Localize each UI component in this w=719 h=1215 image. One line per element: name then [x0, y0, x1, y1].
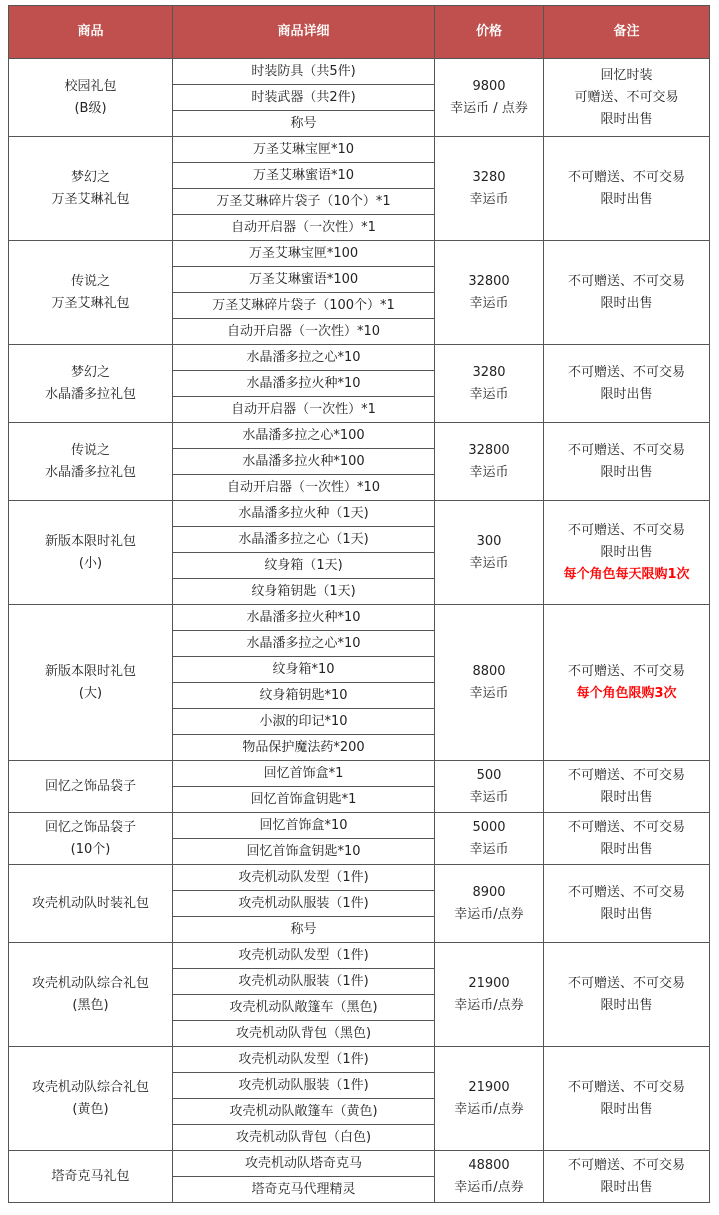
table-row — [9, 605, 710, 631]
notes-cell — [544, 1047, 710, 1151]
note-line: 限时出售 — [600, 295, 653, 311]
item-detail-cell: 物品保护魔法药*200 — [173, 735, 435, 761]
note-line: 限时出售 — [600, 544, 653, 560]
notes-cell — [544, 1151, 710, 1203]
note-line: 不可赠送、不可交易 — [567, 364, 685, 380]
note-line: 限时出售 — [600, 111, 653, 127]
notes-cell — [544, 943, 710, 1047]
item-name-line: 梦幻之 — [70, 364, 110, 380]
item-name-cell — [9, 1047, 173, 1151]
price-cell — [435, 761, 544, 813]
item-detail-cell: 回忆首饰盒钥匙*1 — [173, 787, 435, 813]
item-detail-cell: 塔奇克马代理精灵 — [173, 1177, 435, 1203]
price-currency: 幸运币 — [469, 685, 509, 701]
note-line: 不可赠送、不可交易 — [567, 663, 685, 679]
item-detail-cell: 水晶潘多拉之心*10 — [173, 631, 435, 657]
price-currency: 幸运币/点券 — [454, 997, 524, 1013]
table-row — [9, 761, 710, 787]
item-detail-cell: 攻壳机动队发型（1件) — [173, 865, 435, 891]
price-cell — [435, 943, 544, 1047]
note-line: 不可赠送、不可交易 — [567, 442, 685, 458]
notes-cell — [544, 761, 710, 813]
item-detail-cell: 攻壳机动队服装（1件) — [173, 969, 435, 995]
price-currency: 幸运币 — [469, 464, 509, 480]
item-detail-cell: 水晶潘多拉火种*100 — [173, 449, 435, 475]
item-name-cell — [9, 865, 173, 943]
note-line: 不可赠送、不可交易 — [567, 522, 685, 538]
item-name-line: 万圣艾琳礼包 — [51, 295, 130, 311]
item-detail-cell: 水晶潘多拉之心*10 — [173, 345, 435, 371]
purchase-limit-note: 每个角色限购3次 — [576, 685, 677, 701]
notes-cell — [544, 241, 710, 345]
price-currency: 幸运币 / 点券 — [450, 100, 528, 116]
item-detail-cell: 万圣艾琳蜜语*10 — [173, 163, 435, 189]
item-detail-cell: 攻壳机动队背包（黑色) — [173, 1021, 435, 1047]
note-line: 限时出售 — [600, 789, 653, 805]
note-line: 不可赠送、不可交易 — [567, 819, 685, 835]
price-amount: 32800 — [468, 442, 510, 458]
item-detail-cell: 攻壳机动队服装（1件) — [173, 1073, 435, 1099]
item-detail-cell: 自动开启器（一次性）*1 — [173, 397, 435, 423]
note-line: 不可赠送、不可交易 — [567, 884, 685, 900]
item-name-line: (黑色) — [72, 997, 109, 1013]
price-amount: 3280 — [472, 169, 506, 185]
item-name-line: 回忆之饰品袋子 — [44, 778, 136, 794]
item-name-cell — [9, 345, 173, 423]
item-detail-cell: 水晶潘多拉火种（1天) — [173, 501, 435, 527]
price-currency: 幸运币/点券 — [454, 1101, 524, 1117]
price-currency: 幸运币 — [469, 295, 509, 311]
item-name-line: 攻壳机动队综合礼包 — [31, 1079, 149, 1095]
item-name-line: 新版本限时礼包 — [44, 533, 136, 549]
note-line: 不可赠送、不可交易 — [567, 1079, 685, 1095]
notes-cell — [544, 605, 710, 761]
table-row — [9, 241, 710, 267]
item-name-line: 回忆之饰品袋子 — [44, 819, 136, 835]
note-line: 不可赠送、不可交易 — [567, 273, 685, 289]
table-row — [9, 865, 710, 891]
table-header-row — [9, 6, 710, 59]
item-detail-cell: 自动开启器（一次性）*10 — [173, 319, 435, 345]
item-name-line: 万圣艾琳礼包 — [51, 191, 130, 207]
price-amount: 9800 — [472, 78, 506, 94]
item-name-line: 梦幻之 — [70, 169, 110, 185]
price-amount: 500 — [476, 767, 502, 783]
price-amount: 32800 — [468, 273, 510, 289]
item-detail-cell: 纹身箱钥匙*10 — [173, 683, 435, 709]
item-name-cell — [9, 813, 173, 865]
item-detail-cell: 自动开启器（一次性）*10 — [173, 475, 435, 501]
item-name-line: 校园礼包 — [64, 78, 117, 94]
item-detail-cell: 攻壳机动队发型（1件) — [173, 1047, 435, 1073]
item-name-line: 攻壳机动队时装礼包 — [31, 895, 149, 911]
item-detail-cell: 纹身箱钥匙（1天) — [173, 579, 435, 605]
item-name-cell — [9, 59, 173, 137]
item-detail-cell: 水晶潘多拉之心*100 — [173, 423, 435, 449]
table-row — [9, 423, 710, 449]
price-cell — [435, 865, 544, 943]
item-detail-cell: 称号 — [173, 917, 435, 943]
item-name-cell — [9, 137, 173, 241]
item-name-line: (大) — [78, 685, 103, 701]
notes-cell — [544, 501, 710, 605]
price-amount: 5000 — [472, 819, 506, 835]
price-cell — [435, 137, 544, 241]
header-item: 商品 — [9, 6, 173, 59]
item-detail-cell: 回忆首饰盒钥匙*10 — [173, 839, 435, 865]
header-price: 价格 — [435, 6, 544, 59]
item-detail-cell: 万圣艾琳碎片袋子（10个）*1 — [173, 189, 435, 215]
item-detail-cell: 攻壳机动队发型（1件) — [173, 943, 435, 969]
item-detail-cell: 水晶潘多拉火种*10 — [173, 605, 435, 631]
item-name-line: 水晶潘多拉礼包 — [44, 386, 136, 402]
price-cell — [435, 345, 544, 423]
notes-cell — [544, 423, 710, 501]
item-detail-cell: 水晶潘多拉之心（1天) — [173, 527, 435, 553]
item-name-line: (黄色) — [72, 1101, 109, 1117]
price-cell — [435, 241, 544, 345]
notes-cell — [544, 59, 710, 137]
note-line: 限时出售 — [600, 841, 653, 857]
item-detail-cell: 回忆首饰盒*1 — [173, 761, 435, 787]
item-detail-cell: 小淑的印记*10 — [173, 709, 435, 735]
table-row — [9, 345, 710, 371]
item-detail-cell: 回忆首饰盒*10 — [173, 813, 435, 839]
price-currency: 幸运币/点券 — [454, 906, 524, 922]
note-line: 不可赠送、不可交易 — [567, 767, 685, 783]
item-name-line: (小) — [78, 555, 103, 571]
table-row — [9, 1151, 710, 1177]
item-detail-cell: 攻壳机动队服装（1件) — [173, 891, 435, 917]
item-detail-cell: 称号 — [173, 111, 435, 137]
note-line: 限时出售 — [600, 1101, 653, 1117]
price-cell — [435, 1151, 544, 1203]
price-currency: 幸运币 — [469, 555, 509, 571]
price-currency: 幸运币 — [469, 789, 509, 805]
item-name-cell — [9, 605, 173, 761]
table-row — [9, 1047, 710, 1073]
note-line: 回忆时装 — [600, 67, 653, 83]
note-line: 限时出售 — [600, 386, 653, 402]
item-name-line: (10个) — [70, 841, 111, 857]
price-cell — [435, 1047, 544, 1151]
price-currency: 幸运币 — [469, 841, 509, 857]
note-line: 限时出售 — [600, 191, 653, 207]
note-line: 限时出售 — [600, 464, 653, 480]
item-name-line: 新版本限时礼包 — [44, 663, 136, 679]
price-amount: 3280 — [472, 364, 506, 380]
price-cell — [435, 501, 544, 605]
notes-cell — [544, 345, 710, 423]
item-name-line: 传说之 — [70, 442, 110, 458]
price-cell — [435, 813, 544, 865]
price-currency: 幸运币 — [469, 191, 509, 207]
item-detail-cell: 水晶潘多拉火种*10 — [173, 371, 435, 397]
price-cell — [435, 59, 544, 137]
item-name-line: 塔奇克马礼包 — [51, 1168, 130, 1184]
price-amount: 8800 — [472, 663, 506, 679]
price-cell — [435, 423, 544, 501]
item-name-line: 攻壳机动队综合礼包 — [31, 975, 149, 991]
item-detail-cell: 攻壳机动队塔奇克马 — [173, 1151, 435, 1177]
note-line: 限时出售 — [600, 906, 653, 922]
price-amount: 21900 — [468, 975, 510, 991]
item-detail-cell: 自动开启器（一次性）*1 — [173, 215, 435, 241]
item-detail-cell: 纹身箱（1天) — [173, 553, 435, 579]
price-currency: 幸运币 — [469, 386, 509, 402]
item-name-line: 水晶潘多拉礼包 — [44, 464, 136, 480]
notes-cell — [544, 813, 710, 865]
item-name-cell — [9, 241, 173, 345]
table-row — [9, 137, 710, 163]
note-line: 不可赠送、不可交易 — [567, 975, 685, 991]
item-name-cell — [9, 423, 173, 501]
item-detail-cell: 万圣艾琳碎片袋子（100个）*1 — [173, 293, 435, 319]
item-name-cell — [9, 501, 173, 605]
item-detail-cell: 攻壳机动队敞篷车（黑色) — [173, 995, 435, 1021]
item-detail-cell: 万圣艾琳宝匣*100 — [173, 241, 435, 267]
item-detail-cell: 万圣艾琳宝匣*10 — [173, 137, 435, 163]
table-row — [9, 943, 710, 969]
item-detail-cell: 时装武器（共2件) — [173, 85, 435, 111]
price-amount: 8900 — [472, 884, 506, 900]
gift-pack-price-table — [8, 5, 710, 1203]
price-amount: 48800 — [468, 1157, 510, 1173]
note-line: 可赠送、不可交易 — [574, 89, 679, 105]
item-detail-cell: 攻壳机动队背包（白色) — [173, 1125, 435, 1151]
item-detail-cell: 纹身箱*10 — [173, 657, 435, 683]
notes-cell — [544, 865, 710, 943]
item-name-cell — [9, 943, 173, 1047]
header-notes: 备注 — [544, 6, 710, 59]
item-name-cell — [9, 1151, 173, 1203]
table-row — [9, 813, 710, 839]
price-cell — [435, 605, 544, 761]
item-name-line: 传说之 — [70, 273, 110, 289]
item-name-cell — [9, 761, 173, 813]
note-line: 不可赠送、不可交易 — [567, 169, 685, 185]
note-line: 不可赠送、不可交易 — [567, 1157, 685, 1173]
price-table-container — [8, 5, 710, 1203]
item-detail-cell: 时装防具（共5件) — [173, 59, 435, 85]
table-row — [9, 59, 710, 85]
note-line: 限时出售 — [600, 997, 653, 1013]
price-amount: 21900 — [468, 1079, 510, 1095]
item-detail-cell: 攻壳机动队敞篷车（黄色) — [173, 1099, 435, 1125]
header-details: 商品详细 — [173, 6, 435, 59]
item-detail-cell: 万圣艾琳蜜语*100 — [173, 267, 435, 293]
purchase-limit-note: 每个角色每天限购1次 — [563, 566, 690, 582]
note-line: 限时出售 — [600, 1179, 653, 1195]
table-row — [9, 501, 710, 527]
price-amount: 300 — [476, 533, 502, 549]
item-name-line: (B级) — [74, 100, 107, 116]
notes-cell — [544, 137, 710, 241]
price-currency: 幸运币/点券 — [454, 1179, 524, 1195]
